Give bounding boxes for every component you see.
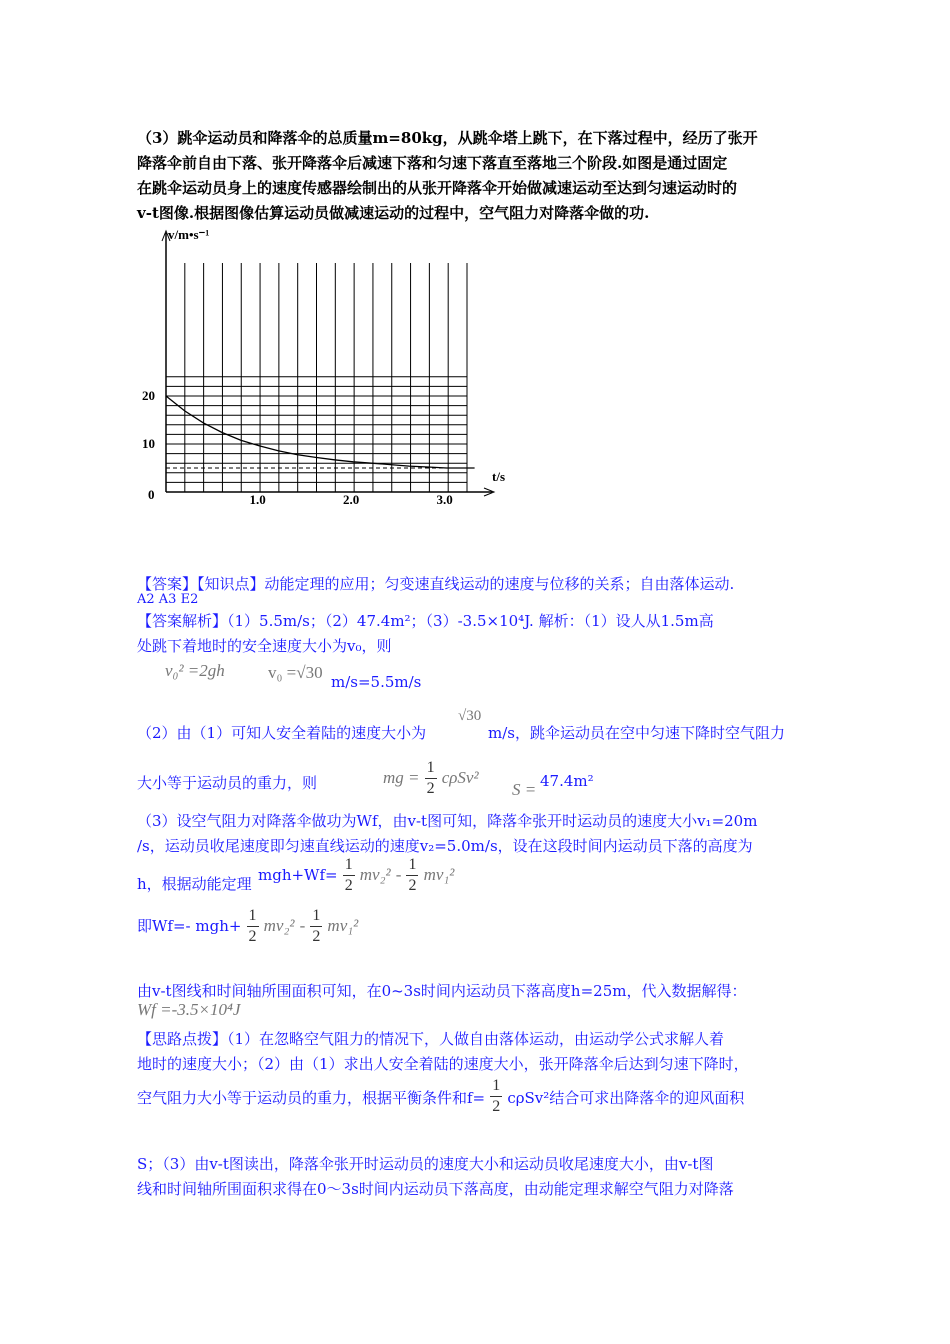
part2-equation: mg = $\frac{1}{2}$ cρSv² bbox=[383, 759, 479, 797]
part2-text-c: 大小等于运动员的重力，则 bbox=[137, 774, 318, 792]
part3-line-1: （3）设空气阻力对降落伞做功为Wf，由v-t图可知，降落伞张开时运动员的速度大小v₁=20m bbox=[137, 812, 758, 830]
origin-label: 0 bbox=[148, 487, 155, 502]
answer-line-b: 处跳下着地时的安全速度大小为v₀，则 bbox=[137, 637, 392, 655]
part2-text-a: （2）由（1）可知人安全着陆的速度大小为 bbox=[137, 724, 427, 742]
question-line-2: 降落伞前自由下落、张开降落伞后减速下落和匀速下落直至落地三个阶段.如图是通过固定 bbox=[137, 154, 728, 172]
x-tick-label: 1.0 bbox=[249, 492, 266, 507]
tip-line-2: 地时的速度大小；（2）由（1）求出人安全着陆的速度大小，张开降落伞后达到匀速下降时， bbox=[137, 1055, 749, 1073]
tip-line-3: 空气阻力大小等于运动员的重力，根据平衡条件和f= $\frac{1}{2}$ cρSv²结合可求出降落伞的迎风面积 bbox=[137, 1077, 745, 1115]
y-axis-label: v/m•s⁻¹ bbox=[168, 227, 210, 242]
tip-line-4: S；（3）由v-t图读出，降落伞张开时运动员的速度大小和运动员收尾速度大小，由v-t图 bbox=[137, 1155, 714, 1173]
equation-1b: v₀ =√30 bbox=[268, 663, 323, 682]
tip-line-1: 【思路点拨】（1）在忽略空气阻力的情况下，人做自由落体运动，由运动学公式求解人着 bbox=[137, 1030, 725, 1048]
velocity-curve bbox=[166, 396, 475, 468]
part3-wf-equation: 即Wf=- mgh+ $\frac{1}{2}$ mv₂² - $\frac{1}{2}$ mv₁² bbox=[137, 907, 359, 945]
part3-result: Wf =-3.5×10⁴J bbox=[137, 1000, 241, 1019]
answer-head: 【答案】【知识点】动能定理的应用；匀变速直线运动的速度与位移的关系；自由落体运动. bbox=[137, 575, 735, 593]
chart-axes bbox=[162, 231, 494, 496]
equation-1a: v₀² =2gh bbox=[165, 661, 225, 680]
vt-chart bbox=[130, 225, 530, 515]
y-tick-label: 20 bbox=[142, 388, 155, 403]
part3-equation: mgh+Wf= $\frac{1}{2}$ mv₂² - $\frac{1}{2}$ mv₁² bbox=[258, 856, 455, 894]
equation-1-unit: m/s=5.5m/s bbox=[331, 673, 422, 691]
part2-text-b: m/s，跳伞运动员在空中匀速下降时空气阻力 bbox=[488, 724, 785, 742]
y-tick-label: 10 bbox=[142, 436, 155, 451]
tip-line-5: 线和时间轴所围面积求得在0～3s时间内运动员下落高度，由动能定理求解空气阻力对降落 bbox=[137, 1180, 734, 1198]
question-line-4: v-t图像.根据图像估算运动员做减速运动的过程中，空气阻力对降落伞做的功. bbox=[137, 204, 650, 222]
part3-line-3: h，根据动能定理 bbox=[137, 875, 252, 893]
part2-sqrt: √30 bbox=[458, 708, 482, 724]
x-tick-label: 2.0 bbox=[343, 492, 360, 507]
question-line-1: （3）跳伞运动员和降落伞的总质量m=80kg，从跳伞塔上跳下，在下落过程中，经历了张开 bbox=[137, 129, 758, 147]
x-tick-label: 3.0 bbox=[436, 492, 453, 507]
answer-analysis: 【答案解析】（1）5.5m/s；（2）47.4m²；（3）-3.5×10⁴J. 解析：（1）设人从1.5m高 bbox=[137, 612, 714, 630]
part3-line-2: /s，运动员收尾速度即匀速直线运动的速度v₂=5.0m/s，设在这段时间内运动员下落的高度为 bbox=[137, 837, 753, 855]
part2-s: S = bbox=[512, 780, 537, 799]
answer-codes: A2 A3 E2 bbox=[137, 592, 199, 607]
x-axis-label: t/s bbox=[492, 469, 505, 484]
question-line-3: 在跳伞运动员身上的速度传感器绘制出的从张开降落伞开始做减速运动至达到匀速运动时的 bbox=[137, 179, 738, 197]
part2-s-value: 47.4m² bbox=[540, 772, 594, 790]
part3-line-5: 由v-t图线和时间轴所围面积可知，在0~3s时间内运动员下落高度h=25m，代入数据解得： bbox=[137, 982, 747, 1000]
